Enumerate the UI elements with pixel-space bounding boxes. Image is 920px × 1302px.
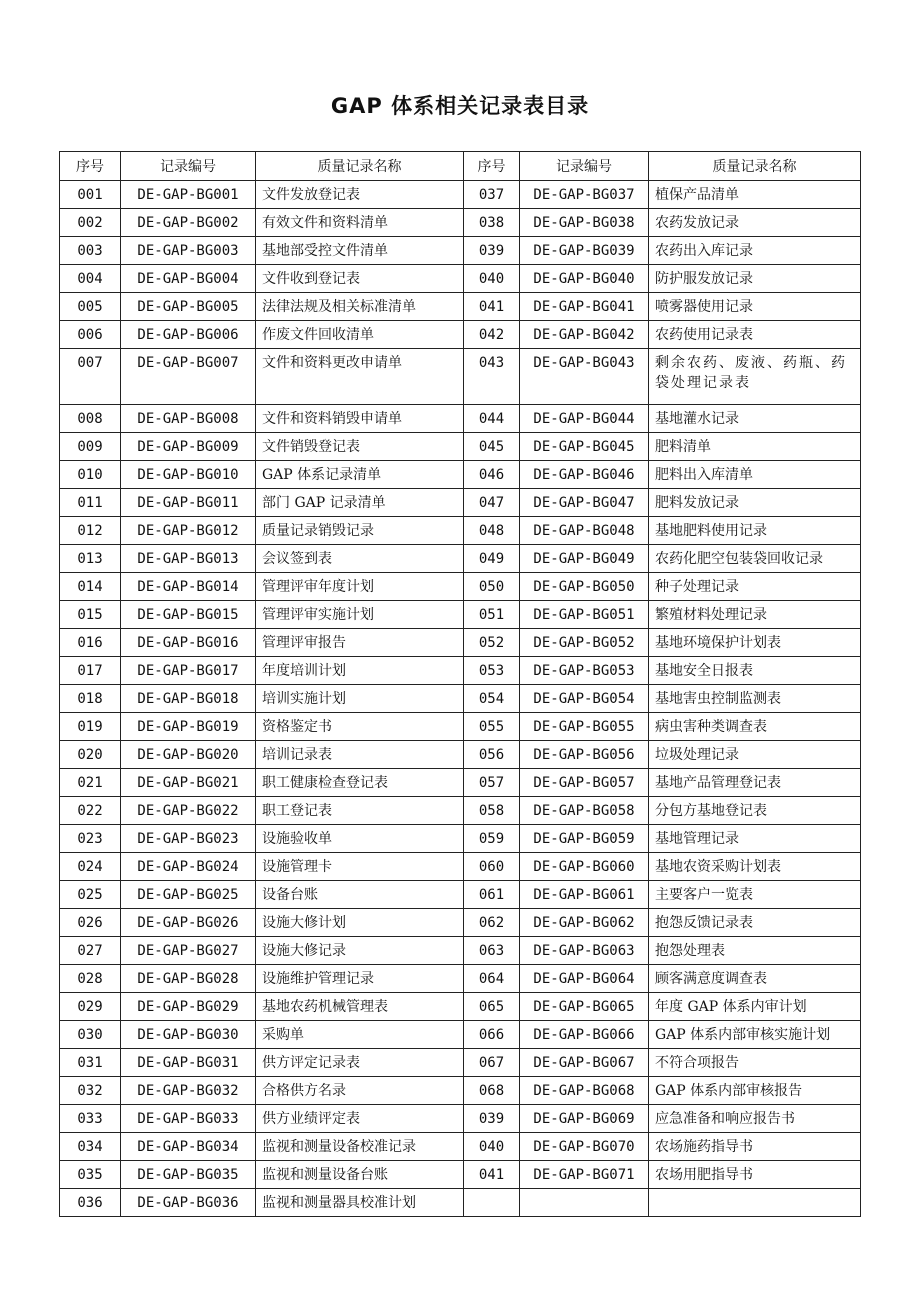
right-name-cell: 基地产品管理登记表 xyxy=(649,769,861,797)
left-seq-cell: 008 xyxy=(60,405,121,433)
left-seq-cell: 021 xyxy=(60,769,121,797)
right-code-cell: DE-GAP-BG050 xyxy=(520,573,649,601)
left-name-cell: 文件收到登记表 xyxy=(256,265,464,293)
table-row xyxy=(60,405,861,433)
right-code-cell: DE-GAP-BG039 xyxy=(520,237,649,265)
right-code-cell: DE-GAP-BG057 xyxy=(520,769,649,797)
table-row xyxy=(60,769,861,797)
table-row xyxy=(60,825,861,853)
left-code-cell: DE-GAP-BG020 xyxy=(121,741,256,769)
table-row xyxy=(60,1189,861,1217)
left-seq-cell: 002 xyxy=(60,209,121,237)
left-code-cell: DE-GAP-BG007 xyxy=(121,349,256,405)
left-code-cell: DE-GAP-BG023 xyxy=(121,825,256,853)
left-name-cell: 设备台账 xyxy=(256,881,464,909)
left-name-cell: 作废文件回收清单 xyxy=(256,321,464,349)
right-name-cell: 抱怨处理表 xyxy=(649,937,861,965)
right-seq-cell xyxy=(464,1189,520,1217)
left-seq-cell: 024 xyxy=(60,853,121,881)
left-code-cell: DE-GAP-BG015 xyxy=(121,601,256,629)
right-code-cell: DE-GAP-BG068 xyxy=(520,1077,649,1105)
right-name-cell: GAP 体系内部审核报告 xyxy=(649,1077,861,1105)
right-name-cell: 剩余农药、废液、药瓶、药袋处理记录表 xyxy=(649,349,861,405)
table-row xyxy=(60,965,861,993)
table-row xyxy=(60,713,861,741)
left-code-cell: DE-GAP-BG017 xyxy=(121,657,256,685)
left-code-cell: DE-GAP-BG004 xyxy=(121,265,256,293)
left-name-cell: 设施维护管理记录 xyxy=(256,965,464,993)
right-name-cell: 不符合项报告 xyxy=(649,1049,861,1077)
right-name-cell: 抱怨反馈记录表 xyxy=(649,909,861,937)
left-seq-cell: 006 xyxy=(60,321,121,349)
right-code-cell: DE-GAP-BG071 xyxy=(520,1161,649,1189)
left-name-cell: 管理评审年度计划 xyxy=(256,573,464,601)
left-code-cell: DE-GAP-BG014 xyxy=(121,573,256,601)
left-seq-cell: 009 xyxy=(60,433,121,461)
right-name-cell: 种子处理记录 xyxy=(649,573,861,601)
right-seq-cell: 041 xyxy=(464,1161,520,1189)
left-seq-cell: 007 xyxy=(60,349,121,405)
left-name-cell: 设施大修记录 xyxy=(256,937,464,965)
left-code-cell: DE-GAP-BG029 xyxy=(121,993,256,1021)
left-name-cell: 管理评审报告 xyxy=(256,629,464,657)
left-code-cell: DE-GAP-BG028 xyxy=(121,965,256,993)
left-code-cell: DE-GAP-BG002 xyxy=(121,209,256,237)
right-seq-cell: 058 xyxy=(464,797,520,825)
left-seq-cell: 013 xyxy=(60,545,121,573)
left-seq-cell: 034 xyxy=(60,1133,121,1161)
left-seq-cell: 012 xyxy=(60,517,121,545)
right-code-cell: DE-GAP-BG044 xyxy=(520,405,649,433)
left-seq-cell: 027 xyxy=(60,937,121,965)
right-code-cell: DE-GAP-BG069 xyxy=(520,1105,649,1133)
table-row xyxy=(60,209,861,237)
right-seq-cell: 052 xyxy=(464,629,520,657)
right-code-cell: DE-GAP-BG041 xyxy=(520,293,649,321)
right-name-cell: 肥料出入库清单 xyxy=(649,461,861,489)
right-seq-cell: 067 xyxy=(464,1049,520,1077)
table-row xyxy=(60,1133,861,1161)
left-code-cell: DE-GAP-BG034 xyxy=(121,1133,256,1161)
right-seq-cell: 056 xyxy=(464,741,520,769)
right-name-cell: 农场用肥指导书 xyxy=(649,1161,861,1189)
table-row xyxy=(60,629,861,657)
right-name-cell: 垃圾处理记录 xyxy=(649,741,861,769)
left-name-cell: 设施大修计划 xyxy=(256,909,464,937)
right-seq-cell: 068 xyxy=(464,1077,520,1105)
right-name-cell: 农场施药指导书 xyxy=(649,1133,861,1161)
left-name-cell: 基地农药机械管理表 xyxy=(256,993,464,1021)
right-code-cell: DE-GAP-BG067 xyxy=(520,1049,649,1077)
left-name-cell: 文件发放登记表 xyxy=(256,181,464,209)
right-code-cell: DE-GAP-BG063 xyxy=(520,937,649,965)
right-seq-cell: 039 xyxy=(464,237,520,265)
right-code-cell: DE-GAP-BG066 xyxy=(520,1021,649,1049)
right-seq-cell: 051 xyxy=(464,601,520,629)
right-seq-cell: 054 xyxy=(464,685,520,713)
table-row xyxy=(60,1161,861,1189)
table-row xyxy=(60,1077,861,1105)
left-code-cell: DE-GAP-BG016 xyxy=(121,629,256,657)
right-code-cell: DE-GAP-BG060 xyxy=(520,853,649,881)
table-row xyxy=(60,545,861,573)
left-seq-cell: 033 xyxy=(60,1105,121,1133)
right-name-cell: 基地农资采购计划表 xyxy=(649,853,861,881)
left-seq-cell: 028 xyxy=(60,965,121,993)
right-name-cell: 农药发放记录 xyxy=(649,209,861,237)
right-seq-cell: 044 xyxy=(464,405,520,433)
left-name-cell: 有效文件和资料清单 xyxy=(256,209,464,237)
right-code-cell: DE-GAP-BG038 xyxy=(520,209,649,237)
left-seq-cell: 020 xyxy=(60,741,121,769)
left-name-cell: 法律法规及相关标准清单 xyxy=(256,293,464,321)
left-code-cell: DE-GAP-BG006 xyxy=(121,321,256,349)
header-name-right: 质量记录名称 xyxy=(649,152,861,181)
left-code-cell: DE-GAP-BG030 xyxy=(121,1021,256,1049)
left-code-cell: DE-GAP-BG013 xyxy=(121,545,256,573)
left-name-cell: 设施管理卡 xyxy=(256,853,464,881)
left-code-cell: DE-GAP-BG026 xyxy=(121,909,256,937)
right-name-cell: 繁殖材料处理记录 xyxy=(649,601,861,629)
right-seq-cell: 043 xyxy=(464,349,520,405)
left-name-cell: 供方评定记录表 xyxy=(256,1049,464,1077)
left-name-cell: 设施验收单 xyxy=(256,825,464,853)
right-name-cell: 农药使用记录表 xyxy=(649,321,861,349)
right-code-cell: DE-GAP-BG046 xyxy=(520,461,649,489)
left-seq-cell: 030 xyxy=(60,1021,121,1049)
right-code-cell: DE-GAP-BG043 xyxy=(520,349,649,405)
right-code-cell: DE-GAP-BG048 xyxy=(520,517,649,545)
right-code-cell: DE-GAP-BG062 xyxy=(520,909,649,937)
table-row xyxy=(60,881,861,909)
left-seq-cell: 023 xyxy=(60,825,121,853)
left-code-cell: DE-GAP-BG008 xyxy=(121,405,256,433)
right-name-cell: 应急准备和响应报告书 xyxy=(649,1105,861,1133)
left-seq-cell: 005 xyxy=(60,293,121,321)
right-seq-cell: 049 xyxy=(464,545,520,573)
right-code-cell: DE-GAP-BG053 xyxy=(520,657,649,685)
table-row xyxy=(60,573,861,601)
right-name-cell: 喷雾器使用记录 xyxy=(649,293,861,321)
left-name-cell: 职工健康检查登记表 xyxy=(256,769,464,797)
left-code-cell: DE-GAP-BG005 xyxy=(121,293,256,321)
right-seq-cell: 063 xyxy=(464,937,520,965)
left-name-cell: GAP 体系记录清单 xyxy=(256,461,464,489)
left-name-cell: 采购单 xyxy=(256,1021,464,1049)
table-row xyxy=(60,797,861,825)
right-name-cell: 防护服发放记录 xyxy=(649,265,861,293)
left-code-cell: DE-GAP-BG027 xyxy=(121,937,256,965)
right-name-cell: 基地害虫控制监测表 xyxy=(649,685,861,713)
table-row xyxy=(60,741,861,769)
left-seq-cell: 019 xyxy=(60,713,121,741)
header-seq-right: 序号 xyxy=(464,152,520,181)
right-seq-cell: 047 xyxy=(464,489,520,517)
right-code-cell: DE-GAP-BG054 xyxy=(520,685,649,713)
right-seq-cell: 037 xyxy=(464,181,520,209)
right-seq-cell: 059 xyxy=(464,825,520,853)
right-seq-cell: 065 xyxy=(464,993,520,1021)
left-name-cell: 供方业绩评定表 xyxy=(256,1105,464,1133)
left-name-cell: 监视和测量器具校准计划 xyxy=(256,1189,464,1217)
left-seq-cell: 026 xyxy=(60,909,121,937)
right-name-cell: GAP 体系内部审核实施计划 xyxy=(649,1021,861,1049)
right-seq-cell: 066 xyxy=(464,1021,520,1049)
right-name-cell: 基地安全日报表 xyxy=(649,657,861,685)
left-code-cell: DE-GAP-BG032 xyxy=(121,1077,256,1105)
right-seq-cell: 042 xyxy=(464,321,520,349)
left-code-cell: DE-GAP-BG003 xyxy=(121,237,256,265)
right-name-cell: 顾客满意度调查表 xyxy=(649,965,861,993)
header-seq-left: 序号 xyxy=(60,152,121,181)
right-code-cell: DE-GAP-BG065 xyxy=(520,993,649,1021)
right-code-cell: DE-GAP-BG047 xyxy=(520,489,649,517)
left-seq-cell: 025 xyxy=(60,881,121,909)
right-code-cell: DE-GAP-BG061 xyxy=(520,881,649,909)
left-name-cell: 部门 GAP 记录清单 xyxy=(256,489,464,517)
right-name-cell: 基地管理记录 xyxy=(649,825,861,853)
right-name-cell: 病虫害种类调查表 xyxy=(649,713,861,741)
left-code-cell: DE-GAP-BG019 xyxy=(121,713,256,741)
right-seq-cell: 039 xyxy=(464,1105,520,1133)
right-code-cell: DE-GAP-BG059 xyxy=(520,825,649,853)
right-seq-cell: 062 xyxy=(464,909,520,937)
header-code-right: 记录编号 xyxy=(520,152,649,181)
right-seq-cell: 045 xyxy=(464,433,520,461)
left-code-cell: DE-GAP-BG009 xyxy=(121,433,256,461)
left-code-cell: DE-GAP-BG025 xyxy=(121,881,256,909)
table-row xyxy=(60,433,861,461)
left-name-cell: 文件和资料更改申请单 xyxy=(256,349,464,405)
right-name-cell: 农药化肥空包装袋回收记录 xyxy=(649,545,861,573)
page-title: GAP 体系相关记录表目录 xyxy=(330,94,590,118)
left-name-cell: 监视和测量设备校准记录 xyxy=(256,1133,464,1161)
left-code-cell: DE-GAP-BG018 xyxy=(121,685,256,713)
table-header-row xyxy=(60,152,861,181)
right-code-cell: DE-GAP-BG064 xyxy=(520,965,649,993)
left-seq-cell: 018 xyxy=(60,685,121,713)
right-seq-cell: 064 xyxy=(464,965,520,993)
left-seq-cell: 001 xyxy=(60,181,121,209)
left-code-cell: DE-GAP-BG031 xyxy=(121,1049,256,1077)
right-seq-cell: 038 xyxy=(464,209,520,237)
right-code-cell: DE-GAP-BG042 xyxy=(520,321,649,349)
table-row xyxy=(60,293,861,321)
left-seq-cell: 031 xyxy=(60,1049,121,1077)
left-seq-cell: 016 xyxy=(60,629,121,657)
right-seq-cell: 055 xyxy=(464,713,520,741)
table-row xyxy=(60,461,861,489)
left-name-cell: 质量记录销毁记录 xyxy=(256,517,464,545)
left-seq-cell: 017 xyxy=(60,657,121,685)
right-code-cell: DE-GAP-BG037 xyxy=(520,181,649,209)
table-row xyxy=(60,1049,861,1077)
right-seq-cell: 046 xyxy=(464,461,520,489)
table-row xyxy=(60,601,861,629)
right-code-cell: DE-GAP-BG055 xyxy=(520,713,649,741)
table-row xyxy=(60,909,861,937)
left-code-cell: DE-GAP-BG036 xyxy=(121,1189,256,1217)
right-name-cell: 基地环境保护计划表 xyxy=(649,629,861,657)
table-row xyxy=(60,265,861,293)
right-name-cell: 分包方基地登记表 xyxy=(649,797,861,825)
right-name-cell: 年度 GAP 体系内审计划 xyxy=(649,993,861,1021)
left-code-cell: DE-GAP-BG035 xyxy=(121,1161,256,1189)
right-code-cell xyxy=(520,1189,649,1217)
left-name-cell: 监视和测量设备台账 xyxy=(256,1161,464,1189)
left-name-cell: 文件销毁登记表 xyxy=(256,433,464,461)
left-name-cell: 职工登记表 xyxy=(256,797,464,825)
table-row xyxy=(60,657,861,685)
right-name-cell: 主要客户一览表 xyxy=(649,881,861,909)
right-name-cell: 基地灌水记录 xyxy=(649,405,861,433)
right-name-cell: 植保产品清单 xyxy=(649,181,861,209)
left-name-cell: 资格鉴定书 xyxy=(256,713,464,741)
left-code-cell: DE-GAP-BG012 xyxy=(121,517,256,545)
right-seq-cell: 061 xyxy=(464,881,520,909)
left-seq-cell: 004 xyxy=(60,265,121,293)
right-code-cell: DE-GAP-BG052 xyxy=(520,629,649,657)
right-seq-cell: 041 xyxy=(464,293,520,321)
left-name-cell: 合格供方名录 xyxy=(256,1077,464,1105)
left-seq-cell: 011 xyxy=(60,489,121,517)
right-code-cell: DE-GAP-BG051 xyxy=(520,601,649,629)
left-seq-cell: 022 xyxy=(60,797,121,825)
table-row xyxy=(60,993,861,1021)
left-seq-cell: 003 xyxy=(60,237,121,265)
table-row xyxy=(60,685,861,713)
right-name-cell: 肥料清单 xyxy=(649,433,861,461)
right-seq-cell: 050 xyxy=(464,573,520,601)
left-code-cell: DE-GAP-BG011 xyxy=(121,489,256,517)
table-row xyxy=(60,1021,861,1049)
right-code-cell: DE-GAP-BG045 xyxy=(520,433,649,461)
left-seq-cell: 036 xyxy=(60,1189,121,1217)
left-seq-cell: 010 xyxy=(60,461,121,489)
right-code-cell: DE-GAP-BG049 xyxy=(520,545,649,573)
record-catalog-table xyxy=(59,151,861,1217)
left-seq-cell: 032 xyxy=(60,1077,121,1105)
left-code-cell: DE-GAP-BG021 xyxy=(121,769,256,797)
left-code-cell: DE-GAP-BG024 xyxy=(121,853,256,881)
table-row xyxy=(60,853,861,881)
table-row xyxy=(60,181,861,209)
left-seq-cell: 014 xyxy=(60,573,121,601)
left-name-cell: 文件和资料销毁申请单 xyxy=(256,405,464,433)
right-name-cell: 基地肥料使用记录 xyxy=(649,517,861,545)
table-row xyxy=(60,489,861,517)
left-name-cell: 管理评审实施计划 xyxy=(256,601,464,629)
right-seq-cell: 060 xyxy=(464,853,520,881)
left-name-cell: 培训记录表 xyxy=(256,741,464,769)
left-seq-cell: 035 xyxy=(60,1161,121,1189)
table-row xyxy=(60,937,861,965)
table-row xyxy=(60,1105,861,1133)
right-code-cell: DE-GAP-BG070 xyxy=(520,1133,649,1161)
left-seq-cell: 029 xyxy=(60,993,121,1021)
right-name-cell: 肥料发放记录 xyxy=(649,489,861,517)
right-code-cell: DE-GAP-BG058 xyxy=(520,797,649,825)
table-row xyxy=(60,321,861,349)
left-name-cell: 基地部受控文件清单 xyxy=(256,237,464,265)
left-name-cell: 培训实施计划 xyxy=(256,685,464,713)
right-seq-cell: 053 xyxy=(464,657,520,685)
left-name-cell: 年度培训计划 xyxy=(256,657,464,685)
right-code-cell: DE-GAP-BG056 xyxy=(520,741,649,769)
header-name-left: 质量记录名称 xyxy=(256,152,464,181)
left-code-cell: DE-GAP-BG001 xyxy=(121,181,256,209)
right-seq-cell: 048 xyxy=(464,517,520,545)
right-name-cell: 农药出入库记录 xyxy=(649,237,861,265)
header-code-left: 记录编号 xyxy=(121,152,256,181)
left-seq-cell: 015 xyxy=(60,601,121,629)
right-seq-cell: 040 xyxy=(464,265,520,293)
right-code-cell: DE-GAP-BG040 xyxy=(520,265,649,293)
table-row xyxy=(60,517,861,545)
right-seq-cell: 040 xyxy=(464,1133,520,1161)
left-name-cell: 会议签到表 xyxy=(256,545,464,573)
table-row xyxy=(60,349,861,405)
left-code-cell: DE-GAP-BG022 xyxy=(121,797,256,825)
left-code-cell: DE-GAP-BG010 xyxy=(121,461,256,489)
right-name-cell xyxy=(649,1189,861,1217)
table-row xyxy=(60,237,861,265)
right-seq-cell: 057 xyxy=(464,769,520,797)
left-code-cell: DE-GAP-BG033 xyxy=(121,1105,256,1133)
